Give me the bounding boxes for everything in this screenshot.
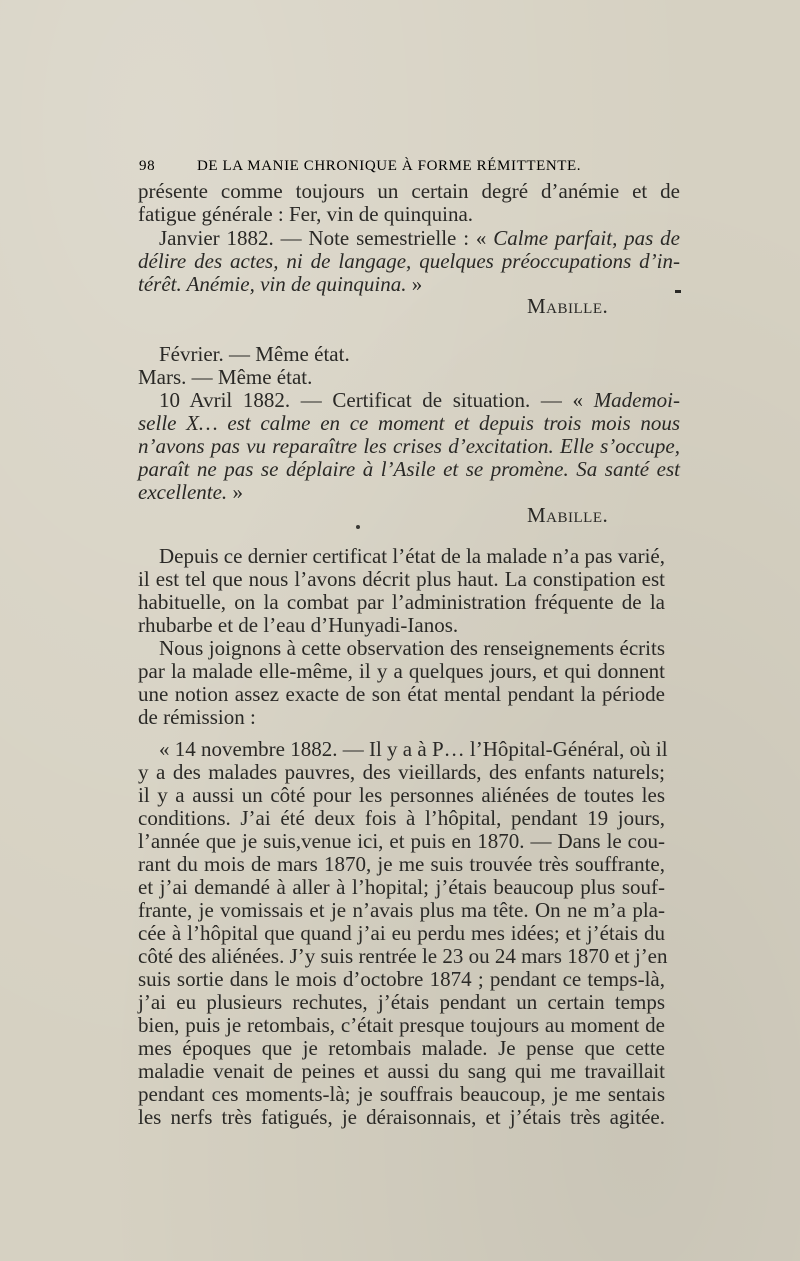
- text-line: l’année que je suis,venue ici, et puis en 1870. — Dans le cou-: [138, 829, 665, 853]
- text-line: une notion assez exacte de son état mental pendant la période: [138, 682, 665, 706]
- text-line: y a des malades pauvres, des vieillards, des enfants naturels;: [138, 760, 665, 784]
- text-line: [138, 274, 422, 295]
- text-line: habituelle, on la combat par l’administration fréquente de la: [138, 590, 665, 614]
- stray-mark: [356, 525, 360, 529]
- text-line: maladie venait de peines et aussi du sang qui me travaillait: [138, 1059, 665, 1083]
- running-header: [139, 158, 681, 175]
- text-span: »: [227, 480, 243, 504]
- text-line: il est tel que nous l’avons décrit plus haut. La constipation est: [138, 567, 665, 591]
- text-span: 10 Avril 1882. — Certificat de situation. — «: [159, 388, 594, 412]
- text-line: présente comme toujours un certain degré d’anémie et de: [138, 179, 680, 203]
- text-line: Mars. — Même état.: [138, 365, 313, 389]
- text-line: n’avons pas vu reparaître les crises d’excitation. Elle s’occupe,: [138, 434, 680, 458]
- text-line: par la malade elle-même, il y a quelques jours, et qui donnent: [138, 659, 665, 683]
- text-line: « 14 novembre 1882. — Il y a à P… l’Hôpital-Général, où il: [159, 737, 668, 761]
- text-line: j’ai eu plusieurs rechutes, j’étais pendant un certain temps: [138, 990, 665, 1014]
- quoted-note: térêt. Anémie, vin de quinquina.: [138, 272, 407, 296]
- quoted-note: excellente.: [138, 480, 228, 504]
- text-line: côté des aliénées. J’y suis rentrée le 23 ou 24 mars 1870 et j’en: [138, 944, 668, 968]
- text-line: de rémission :: [138, 705, 256, 729]
- text-line: pendant ces moments-là; je souffrais beaucoup, je me sentais: [138, 1082, 665, 1106]
- text-line: il y a aussi un côté pour les personnes aliénées de toutes les: [138, 783, 665, 807]
- page-number: 98: [139, 158, 156, 174]
- running-title: DE LA MANIE CHRONIQUE À FORME RÉMITTENTE.: [197, 158, 582, 174]
- text-line: Nous joignons à cette observation des renseignements écrits: [159, 636, 665, 660]
- text-line: mes époques que je retombais malade. Je pense que cette: [138, 1036, 665, 1060]
- quoted-note: Calme parfait, pas de: [493, 226, 681, 250]
- text-line: conditions. J’ai été deux fois à l’hôpital, pendant 19 jours,: [138, 806, 665, 830]
- text-line: bien, puis je retombais, c’était presque toujours au moment de: [138, 1013, 665, 1037]
- text-line: suis sortie dans le mois d’octobre 1874 ; pendant ce temps-là,: [138, 967, 665, 991]
- signature-mabille: Mabille.: [527, 503, 609, 527]
- text-line: cée à l’hôpital que quand j’ai eu perdu mes idées; et j’étais du: [138, 921, 665, 945]
- text-line: Février. — Même état.: [159, 342, 350, 366]
- text-line: rhubarbe et de l’eau d’Hunyadi-Ianos.: [138, 613, 459, 637]
- stray-mark: [675, 290, 681, 293]
- text-line: Depuis ce dernier certificat l’état de la malade n’a pas varié,: [159, 544, 665, 568]
- text-line: paraît ne pas se déplaire à l’Asile et se promène. Sa santé est: [138, 457, 680, 481]
- text-span: »: [406, 272, 423, 296]
- text-line: et j’ai demandé à aller à l’hopital; j’étais beaucoup plus souf-: [138, 875, 665, 899]
- text-line: fatigue générale : Fer, vin de quinquina.: [138, 202, 474, 226]
- text-line: rant du mois de mars 1870, je me suis trouvée très souffrante,: [138, 852, 665, 876]
- text-span: Janvier 1882. — Note semestrielle : «: [159, 226, 494, 250]
- text-line: [138, 482, 243, 503]
- text-line: frante, je vomissais et je n’avais plus ma tête. On ne m’a pla-: [138, 898, 665, 922]
- text-line: selle X… est calme en ce moment et depuis trois mois nous: [138, 411, 680, 435]
- text-line: les nerfs très fatigués, je déraisonnais, et j’étais très agitée.: [138, 1105, 665, 1129]
- text-line: délire des actes, ni de langage, quelques préoccupations d’in-: [138, 249, 680, 273]
- text-line: [159, 390, 680, 411]
- text-line: [159, 228, 680, 249]
- signature-mabille: Mabille.: [527, 294, 609, 318]
- quoted-note: Mademoi-: [593, 388, 680, 412]
